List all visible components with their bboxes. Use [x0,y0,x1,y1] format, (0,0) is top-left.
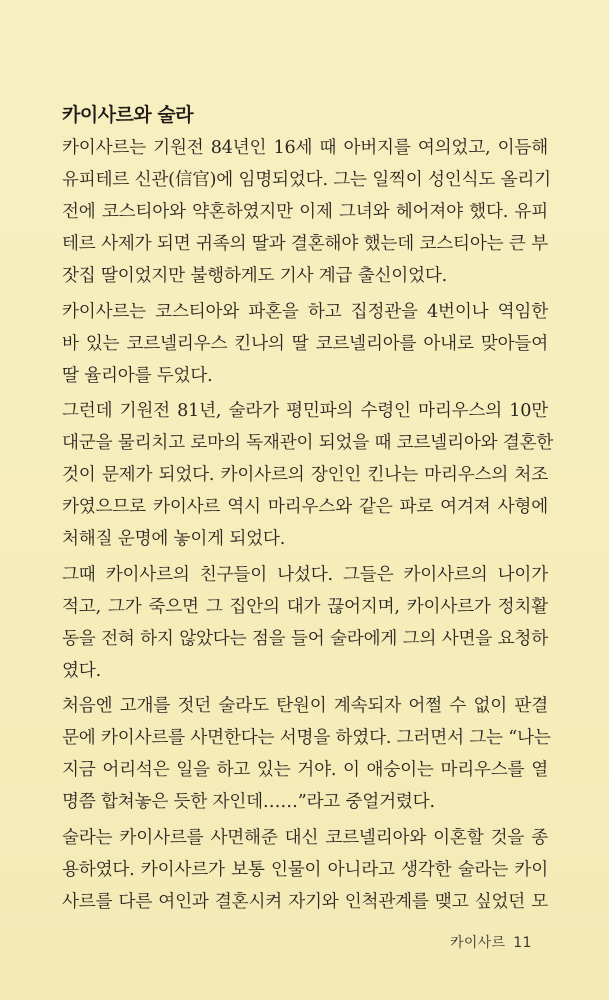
text-line: 딸 율리아를 두었다. [62,365,213,386]
page-footer [450,932,532,952]
text-line: 술라는 카이사르를 사면해준 대신 코르넬리아와 이혼할 것을 종 [62,827,548,848]
paragraph [62,395,554,555]
section-heading: 카이사르와 술라 [62,104,194,126]
text-line: 유피테르 신관(信官)에 임명되었다. 그는 일찍이 성인식도 올리기 [62,170,551,190]
text-line: 카이사르는 코스티아와 파혼을 하고 집정관을 4번이나 역임한 [62,301,548,322]
text-line: 그런데 기원전 81년, 술라가 평민파의 수령인 마리우스의 10만 [62,401,548,421]
text-line: 용하였다. 카이사르가 보통 인물이 아니라고 생각한 술라는 카이 [62,859,548,880]
body-text [62,132,554,918]
text-line: 지금 어리석은 일을 하고 있는 거야. 이 애숭이는 마리우스를 열 [62,760,548,780]
text-line: 동을 전혀 하지 않았다는 점을 들어 술라에게 그의 사면을 요청하 [62,628,548,649]
text-line: 카였으므로 카이사르 역시 마리우스와 같은 파로 여겨져 사형에 [62,497,548,517]
text-line: 처해질 운명에 놓이게 되었다. [62,529,286,549]
text-line: 처음엔 고개를 젓던 술라도 탄원이 계속되자 어쩔 수 없이 판결 [62,696,548,716]
text-line: 테르 사제가 되면 귀족의 딸과 결혼해야 했는데 코스티아는 큰 부 [62,234,548,254]
page-number: 11 [513,935,532,951]
text-line: 카이사르는 기원전 84년인 16세 때 아버지를 여의었고, 이듬해 [62,138,548,158]
text-line: 사르를 다른 여인과 결혼시켜 자기와 인척관계를 맺고 싶었던 모 [62,891,548,912]
text-line: 것이 문제가 되었다. 카이사르의 장인인 킨나는 마리우스의 처조 [62,465,548,485]
running-title: 카이사르 [450,935,506,951]
text-line: 였다. [62,660,101,681]
text-line: 잣집 딸이었지만 불행하게도 기사 계급 출신이었다. [62,266,448,286]
text-line: 문에 카이사르를 사면한다는 서명을 하였다. 그러면서 그는 “나는 [62,728,551,748]
paragraph [62,296,548,392]
text-line: 대군을 물리치고 로마의 독재관이 되었을 때 코르넬리아와 결혼한 [62,433,554,453]
paragraph [62,132,551,292]
text-line: 전에 코스티아와 약혼하였지만 이제 그녀와 헤어져야 했다. 유피 [62,202,548,222]
text-line: 적고, 그가 죽으면 그 집안의 대가 끊어지며, 카이사르가 정치활 [62,596,548,617]
paragraph [62,690,551,818]
text-line: 바 있는 코르넬리우스 킨나의 딸 코르넬리아를 아내로 맞아들여 [62,333,548,354]
paragraph [62,559,548,687]
text-line: 그때 카이사르의 친구들이 나섰다. 그들은 카이사르의 나이가 [62,564,548,585]
paragraph [62,822,548,918]
text-line: 명쯤 합쳐놓은 듯한 자인데……”라고 중얼거렸다. [62,792,435,812]
